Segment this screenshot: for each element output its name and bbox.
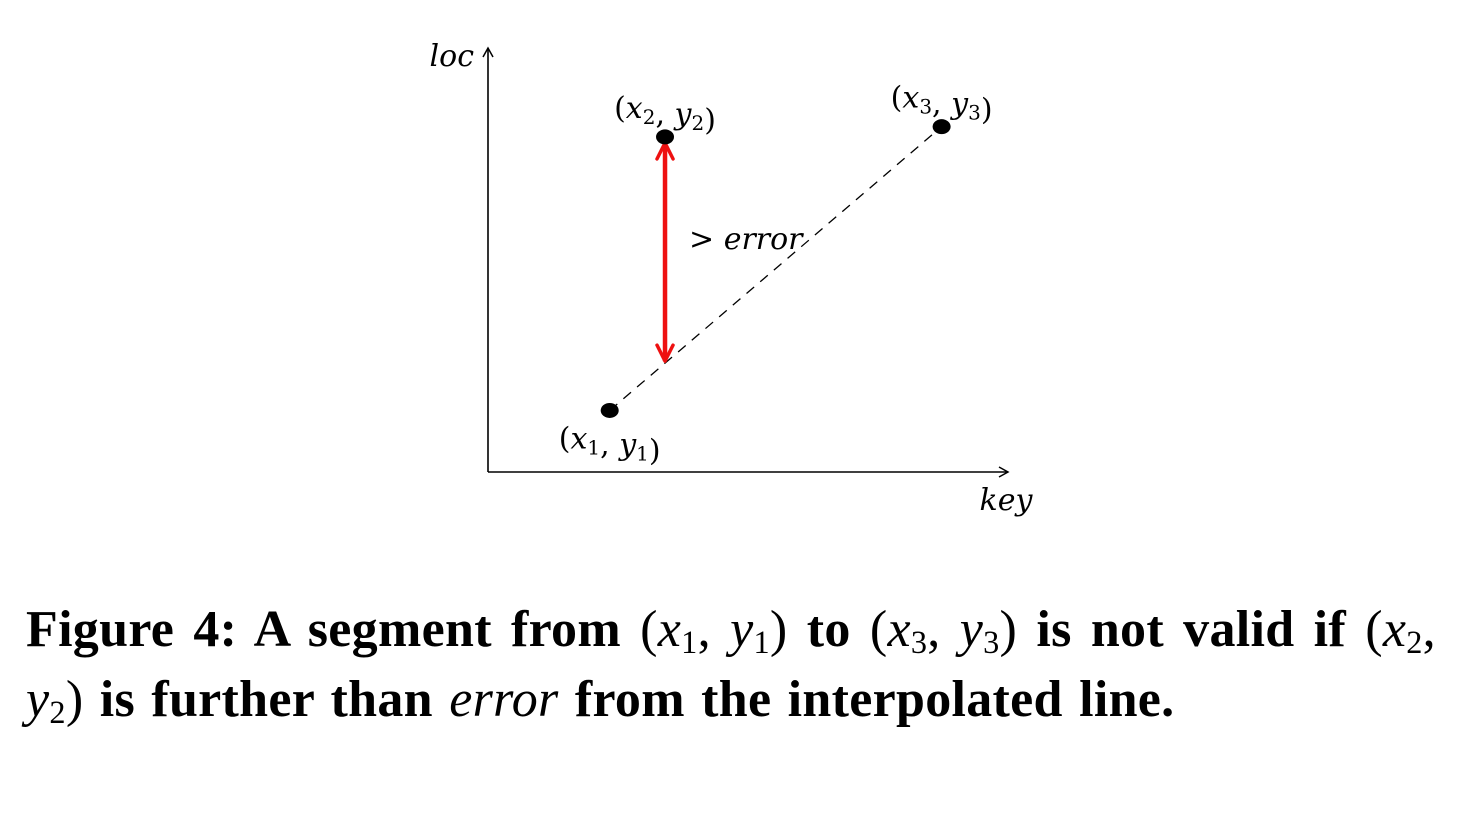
caption-label: Figure 4:: [26, 601, 238, 658]
figure-caption: [26, 595, 1436, 735]
y-axis-label: loc: [429, 39, 474, 74]
caption-text-1: A segment from: [253, 601, 621, 658]
caption-text-4: is further than: [99, 671, 433, 728]
error-label: > error: [689, 222, 803, 258]
x-axis-label: key: [979, 483, 1033, 518]
point-2-label: ($x_2$, $y_2$): [614, 90, 716, 138]
caption-point-2: ($x_2$, $y_2$): [26, 601, 1436, 731]
caption-text-5: from the interpolated line.: [574, 671, 1175, 728]
point-1: [601, 403, 619, 418]
caption-point-3: ($x_3$, $y_3$): [869, 601, 1018, 661]
interpolated-line: [610, 127, 942, 411]
caption-point-1: ($x_1$, $y_1$): [640, 601, 788, 661]
point-3-label: ($x_3$, $y_3$): [890, 80, 993, 128]
point-1-label: ($x_1$, $y_1$): [558, 421, 661, 469]
caption-error-word: error: [449, 671, 559, 728]
caption-text-2: to: [806, 601, 851, 658]
caption-text-3: is not valid if: [1036, 601, 1347, 658]
